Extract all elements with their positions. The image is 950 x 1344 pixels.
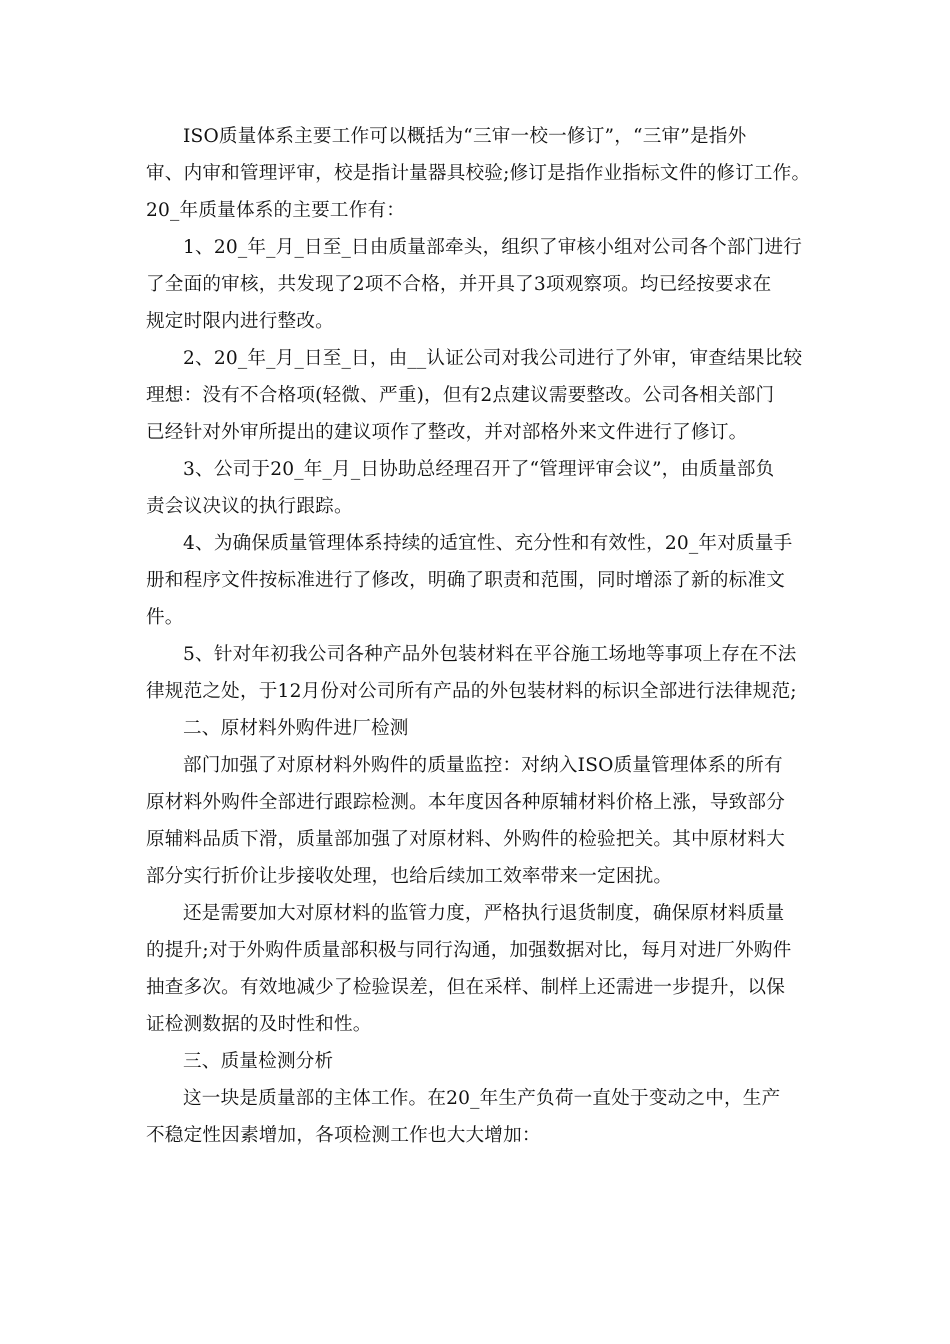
text-line: 部门加强了对原材料外购件的质量监控：对纳入ISO质量管理体系的所有 <box>183 755 783 776</box>
text-line: 了全面的审核，共发现了2项不合格，并开具了3项观察项。均已经按要求在 <box>146 274 772 295</box>
text-line: 部分实行折价让步接收处理，也给后续加工效率带来一定困扰。 <box>146 866 673 887</box>
text-line: 理想：没有不合格项(轻微、严重)，但有2点建议需要整改。公司各相关部门 <box>146 385 775 406</box>
text-line: 抽查多次。有效地减少了检验误差，但在采样、制样上还需进一步提升，以保 <box>146 977 785 998</box>
text-line: ISO质量体系主要工作可以概括为“三审一校一修订”，“三审”是指外 <box>183 126 747 147</box>
text-line: 不稳定性因素增加，各项检测工作也大大增加： <box>146 1125 541 1146</box>
text-line: 5、针对年初我公司各种产品外包装材料在平谷施工场地等事项上存在不法 <box>183 644 797 665</box>
text-line: 原材料外购件全部进行跟踪检测。本年度因各种原辅材料价格上涨，导致部分 <box>146 792 785 813</box>
text-line: 还是需要加大对原材料的监管力度，严格执行退货制度，确保原材料质量 <box>183 903 785 924</box>
section-heading: 二、原材料外购件进厂检测 <box>183 718 409 739</box>
text-line: 这一块是质量部的主体工作。在20_年生产负荷一直处于变动之中，生产 <box>183 1088 781 1109</box>
text-line: 律规范之处，于12月份对公司所有产品的外包装材料的标识全部进行法律规范; <box>146 681 797 702</box>
section-heading: 三、质量检测分析 <box>183 1051 334 1072</box>
text-line: 证检测数据的及时性和性。 <box>146 1014 372 1035</box>
text-line: 3、公司于20_年_月_日协助总经理召开了“管理评审会议”，由质量部负 <box>183 459 775 480</box>
text-line: 审、内审和管理评审，校是指计量器具校验;修订是指作业指标文件的修订工作。 <box>146 163 811 184</box>
text-line: 规定时限内进行整改。 <box>146 311 334 332</box>
text-line: 4、为确保质量管理体系持续的适宜性、充分性和有效性，20_年对质量手 <box>183 533 793 554</box>
text-line: 的提升;对于外购件质量部积极与同行沟通，加强数据对比，每月对进厂外购件 <box>146 940 792 961</box>
text-line: 原辅料品质下滑，质量部加强了对原材料、外购件的检验把关。其中原材料大 <box>146 829 785 850</box>
text-line: 2、20_年_月_日至_日，由__认证公司对我公司进行了外审，审查结果比较 <box>183 348 803 369</box>
text-line: 20_年质量体系的主要工作有： <box>146 200 406 221</box>
text-line: 责会议决议的执行跟踪。 <box>146 496 353 517</box>
text-line: 1、20_年_月_日至_日由质量部牵头，组织了审核小组对公司各个部门进行 <box>183 237 803 258</box>
text-line: 册和程序文件按标准进行了修改，明确了职责和范围，同时增添了新的标准文 <box>146 570 785 591</box>
text-line: 已经针对外审所提出的建议项作了整改，并对部格外来文件进行了修订。 <box>146 422 748 443</box>
text-line: 件。 <box>146 607 184 628</box>
